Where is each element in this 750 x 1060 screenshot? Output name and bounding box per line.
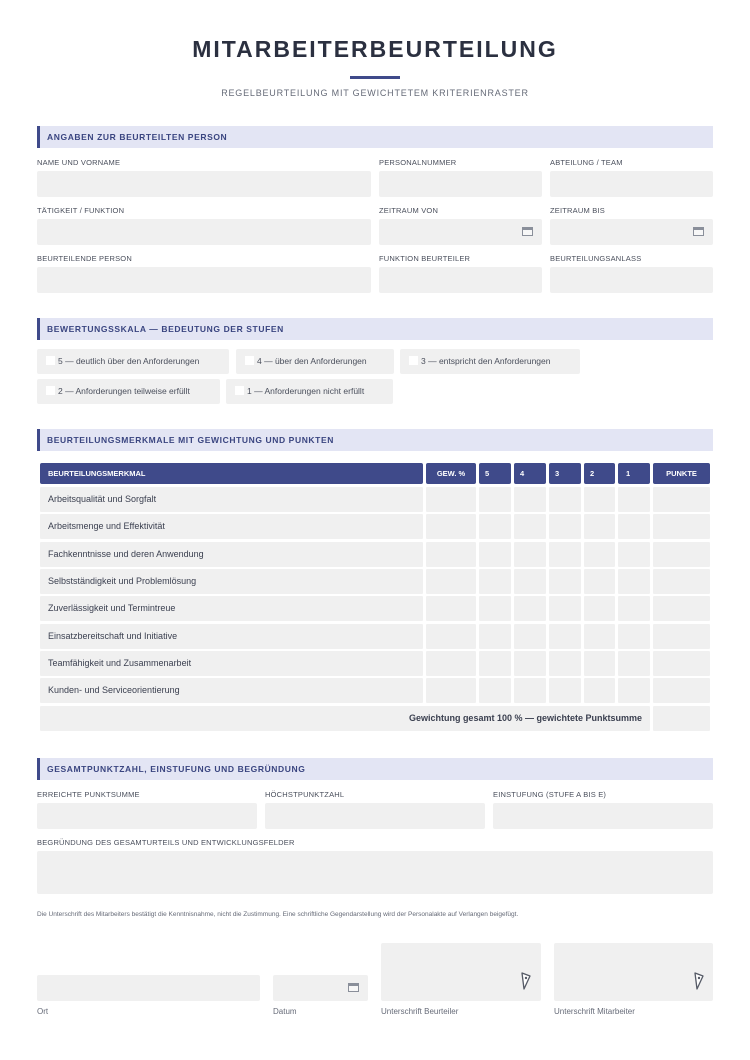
- pen-nib-icon: [694, 972, 704, 990]
- stufe-5-cell[interactable]: [479, 678, 511, 703]
- stufe-2-cell[interactable]: [584, 624, 615, 649]
- stufe-1-cell[interactable]: [618, 596, 650, 621]
- gewichtung-cell[interactable]: [426, 651, 476, 676]
- section-heading-summary: GESAMTPUNKTZAHL, EINSTUFUNG UND BEGRÜNDUNG: [37, 758, 713, 780]
- signature-beurteiler-field[interactable]: [381, 943, 541, 1001]
- column-header-merkmal: BEURTEILUNGSMERKMAL: [40, 463, 423, 484]
- punkte-cell[interactable]: [653, 569, 710, 594]
- label-begruendung: BEGRÜNDUNG DES GESAMTURTEILS UND ENTWICKLUNGSFELDER: [37, 838, 295, 847]
- stufe-2-cell[interactable]: [584, 678, 615, 703]
- stufe-4-cell[interactable]: [514, 542, 546, 567]
- punkte-cell[interactable]: [653, 487, 710, 512]
- label-zeitraum-von: ZEITRAUM VON: [379, 206, 439, 215]
- stufe-1-cell[interactable]: [618, 542, 650, 567]
- section-heading-criteria: BEURTEILUNGSMERKMALE MIT GEWICHTUNG UND PUNKTEN: [37, 429, 713, 451]
- stufe-4-cell[interactable]: [514, 678, 546, 703]
- stufe-2-cell[interactable]: [584, 542, 615, 567]
- scale-option-2[interactable]: 2 — Anforderungen teilweise erfüllt: [37, 379, 220, 404]
- legal-note: Die Unterschrift des Mitarbeiters bestätigt die Kenntnisnahme, nicht die Zustimmung. Eine schriftliche Gegendarstellung wird der Personalakte auf Verlangen beigefügt.: [37, 911, 519, 918]
- stufe-5-cell[interactable]: [479, 651, 511, 676]
- title-divider: [350, 76, 400, 79]
- gewichtung-cell[interactable]: [426, 514, 476, 539]
- stufe-4-cell[interactable]: [514, 514, 546, 539]
- stufe-2-cell[interactable]: [584, 651, 615, 676]
- stufe-1-cell[interactable]: [618, 678, 650, 703]
- stufe-1-cell[interactable]: [618, 651, 650, 676]
- total-row-label: Gewichtung gesamt 100 % — gewichtete Punktsumme: [40, 706, 650, 731]
- stufe-5-cell[interactable]: [479, 487, 511, 512]
- gewichtung-cell[interactable]: [426, 624, 476, 649]
- stufe-3-cell[interactable]: [549, 542, 581, 567]
- stufe-2-cell[interactable]: [584, 596, 615, 621]
- column-header-stufe-1: 1: [618, 463, 650, 484]
- beurteilende-field[interactable]: [37, 267, 371, 293]
- label-name: NAME UND VORNAME: [37, 158, 121, 167]
- total-points-cell[interactable]: [653, 706, 710, 731]
- page-subtitle: REGELBEURTEILUNG MIT GEWICHTETEM KRITERIENRASTER: [221, 88, 529, 98]
- scale-option-4[interactable]: 4 — über den Anforderungen: [236, 349, 394, 374]
- stufe-4-cell[interactable]: [514, 624, 546, 649]
- stufe-3-cell[interactable]: [549, 651, 581, 676]
- calendar-icon[interactable]: [348, 983, 359, 992]
- column-header-punkte: PUNKTE: [653, 463, 710, 484]
- criterion-label: Arbeitsqualität und Sorgfalt: [40, 487, 423, 512]
- stufe-1-cell[interactable]: [618, 624, 650, 649]
- column-header-stufe-2: 2: [584, 463, 615, 484]
- calendar-icon[interactable]: [522, 227, 533, 236]
- column-header-stufe-5: 5: [479, 463, 511, 484]
- scale-option-5[interactable]: 5 — deutlich über den Anforderungen: [37, 349, 229, 374]
- signature-mitarbeiter-field[interactable]: [554, 943, 713, 1001]
- punkte-cell[interactable]: [653, 542, 710, 567]
- einstufung-field[interactable]: [493, 803, 713, 829]
- label-ort: Ort: [37, 1007, 49, 1016]
- punkte-cell[interactable]: [653, 651, 710, 676]
- stufe-3-cell[interactable]: [549, 569, 581, 594]
- section-heading-scale: BEWERTUNGSSKALA — BEDEUTUNG DER STUFEN: [37, 318, 713, 340]
- checkbox[interactable]: [46, 356, 55, 365]
- criterion-label: Selbstständigkeit und Problemlösung: [40, 569, 423, 594]
- stufe-5-cell[interactable]: [479, 596, 511, 621]
- scale-option-3[interactable]: 3 — entspricht den Anforderungen: [400, 349, 580, 374]
- personalnummer-field[interactable]: [379, 171, 542, 197]
- stufe-5-cell[interactable]: [479, 624, 511, 649]
- label-zeitraum-bis: ZEITRAUM BIS: [550, 206, 605, 215]
- criterion-label: Fachkenntnisse und deren Anwendung: [40, 542, 423, 567]
- stufe-1-cell[interactable]: [618, 514, 650, 539]
- checkbox[interactable]: [409, 356, 418, 365]
- label-datum: Datum: [273, 1007, 297, 1016]
- abteilung-field[interactable]: [550, 171, 713, 197]
- label-taetigkeit: TÄTIGKEIT / FUNKTION: [37, 206, 125, 215]
- erreicht-field[interactable]: [37, 803, 257, 829]
- stufe-2-cell[interactable]: [584, 487, 615, 512]
- stufe-1-cell[interactable]: [618, 487, 650, 512]
- funktion-beurteiler-field[interactable]: [379, 267, 542, 293]
- gewichtung-cell[interactable]: [426, 596, 476, 621]
- ort-field[interactable]: [37, 975, 260, 1001]
- datum-field[interactable]: [273, 975, 368, 1001]
- stufe-4-cell[interactable]: [514, 651, 546, 676]
- stufe-4-cell[interactable]: [514, 487, 546, 512]
- stufe-5-cell[interactable]: [479, 514, 511, 539]
- gewichtung-cell[interactable]: [426, 487, 476, 512]
- stufe-5-cell[interactable]: [479, 569, 511, 594]
- label-beurteilende: BEURTEILENDE PERSON: [37, 254, 132, 263]
- stufe-3-cell[interactable]: [549, 624, 581, 649]
- begruendung-field[interactable]: [37, 851, 713, 894]
- stufe-4-cell[interactable]: [514, 596, 546, 621]
- label-signature-beurteiler: Unterschrift Beurteiler: [381, 1007, 459, 1016]
- label-signature-mitarbeiter: Unterschrift Mitarbeiter: [554, 1007, 635, 1016]
- calendar-icon[interactable]: [693, 227, 704, 236]
- criterion-label: Arbeitsmenge und Effektivität: [40, 514, 423, 539]
- criterion-label: Teamfähigkeit und Zusammenarbeit: [40, 651, 423, 676]
- stufe-2-cell[interactable]: [584, 569, 615, 594]
- anlass-field[interactable]: [550, 267, 713, 293]
- punkte-cell[interactable]: [653, 514, 710, 539]
- column-header-stufe-3: 3: [549, 463, 581, 484]
- name-field[interactable]: [37, 171, 371, 197]
- label-erreicht: ERREICHTE PUNKTSUMME: [37, 790, 140, 799]
- label-hoechst: HÖCHSTPUNKTZAHL: [265, 790, 345, 799]
- stufe-5-cell[interactable]: [479, 542, 511, 567]
- criterion-label: Kunden- und Serviceorientierung: [40, 678, 423, 703]
- page-title: MITARBEITERBEURTEILUNG: [192, 36, 558, 62]
- punkte-cell[interactable]: [653, 624, 710, 649]
- punkte-cell[interactable]: [653, 678, 710, 703]
- scale-option-1[interactable]: 1 — Anforderungen nicht erfüllt: [226, 379, 393, 404]
- stufe-3-cell[interactable]: [549, 678, 581, 703]
- zeitraum-von-field[interactable]: [379, 219, 542, 245]
- checkbox[interactable]: [235, 386, 244, 395]
- gewichtung-cell[interactable]: [426, 569, 476, 594]
- stufe-4-cell[interactable]: [514, 569, 546, 594]
- zeitraum-bis-field[interactable]: [550, 219, 713, 245]
- taetigkeit-field[interactable]: [37, 219, 371, 245]
- stufe-2-cell[interactable]: [584, 514, 615, 539]
- label-einstufung: EINSTUFUNG (STUFE A BIS E): [493, 790, 607, 799]
- checkbox[interactable]: [46, 386, 55, 395]
- label-abteilung: ABTEILUNG / TEAM: [550, 158, 623, 167]
- gewichtung-cell[interactable]: [426, 678, 476, 703]
- pen-nib-icon: [521, 972, 531, 990]
- stufe-3-cell[interactable]: [549, 596, 581, 621]
- criterion-label: Einsatzbereitschaft und Initiative: [40, 624, 423, 649]
- column-header-stufe-4: 4: [514, 463, 546, 484]
- label-funktion-beurteiler: FUNKTION BEURTEILER: [379, 254, 471, 263]
- punkte-cell[interactable]: [653, 596, 710, 621]
- column-header-gewichtung: GEW. %: [426, 463, 476, 484]
- stufe-1-cell[interactable]: [618, 569, 650, 594]
- label-personalnummer: PERSONALNUMMER: [379, 158, 457, 167]
- criterion-label: Zuverlässigkeit und Termintreue: [40, 596, 423, 621]
- gewichtung-cell[interactable]: [426, 542, 476, 567]
- stufe-3-cell[interactable]: [549, 514, 581, 539]
- label-anlass: BEURTEILUNGSANLASS: [550, 254, 642, 263]
- checkbox[interactable]: [245, 356, 254, 365]
- section-heading-person: ANGABEN ZUR BEURTEILTEN PERSON: [37, 126, 713, 148]
- stufe-3-cell[interactable]: [549, 487, 581, 512]
- hoechst-field[interactable]: [265, 803, 485, 829]
